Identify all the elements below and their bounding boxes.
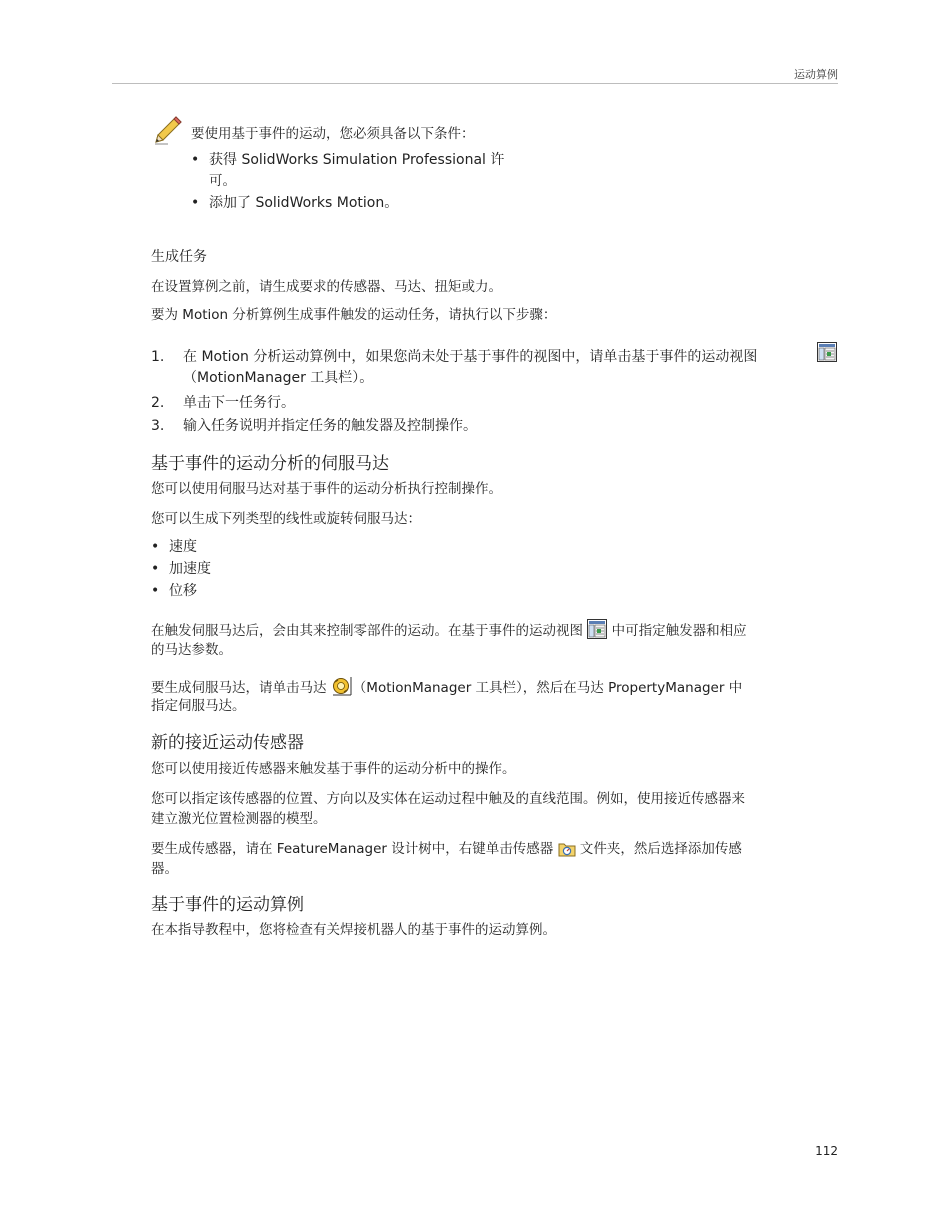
servo-heading: 基于事件的运动分析的伺服马达 xyxy=(151,454,389,474)
req1-post: 许 xyxy=(485,152,505,168)
servo-type-item xyxy=(151,559,211,579)
servo-type-label: 位移 xyxy=(169,583,197,599)
step-1-pre: 在 xyxy=(183,349,202,365)
servo-paragraph-4-continued: 指定伺服马达。 xyxy=(151,698,246,714)
servo-paragraph-3-continued: 的马达参数。 xyxy=(151,642,232,658)
step-3-text: 输入任务说明并指定任务的触发器及控制操作。 xyxy=(183,418,477,434)
servo-paragraph-1: 您可以使用伺服马达对基于事件的运动分析执行控制操作。 xyxy=(151,481,502,497)
proximity-p3-mid: 设计树中，右键单击传感器 xyxy=(387,841,558,857)
bullet-dot: • xyxy=(151,539,160,555)
proximity-paragraph-3 xyxy=(151,839,742,863)
tasks-p2-pre: 要为 xyxy=(151,307,183,323)
step-number: 2. xyxy=(151,395,165,411)
step-1 xyxy=(151,347,757,367)
proximity-p3-pre: 要生成传感器，请在 xyxy=(151,841,277,857)
servo-p4-mid: 工具栏），然后在马达 xyxy=(471,680,609,696)
proximity-paragraph-3-continued: 器。 xyxy=(151,861,178,877)
requirement-item-1 xyxy=(191,150,504,170)
req2-pre: 添加了 xyxy=(209,195,256,211)
step-1-line2-product: MotionManager xyxy=(197,370,306,386)
bullet-dot: • xyxy=(151,583,160,599)
servo-p4-post: 中 xyxy=(724,680,743,696)
proximity-heading: 新的接近运动传感器 xyxy=(151,733,304,753)
header-divider xyxy=(112,83,838,84)
req2-post: 。 xyxy=(384,195,399,211)
tasks-title: 生成任务 xyxy=(151,249,207,265)
servo-p3-post: 中可指定触发器和相应 xyxy=(607,623,747,639)
proximity-paragraph-2: 您可以指定该传感器的位置、方向以及实体在运动过程中触及的直线范围。例如，使用接近传感器来 xyxy=(151,791,745,807)
servo-paragraph-3 xyxy=(151,619,747,645)
running-header: 运动算例 xyxy=(794,68,838,81)
servo-p3-pre: 在触发伺服马达后，会由其来控制零部件的运动。在基于事件的运动视图 xyxy=(151,623,588,639)
req1-product: SolidWorks Simulation Professional xyxy=(241,152,486,168)
event-based-view-icon[interactable] xyxy=(817,342,837,362)
servo-p4-product-1: MotionManager xyxy=(366,680,472,696)
motor-icon[interactable] xyxy=(331,676,353,702)
servo-p4-paren: （ xyxy=(352,680,367,696)
proximity-p3-post: 文件夹，然后选择添加传感 xyxy=(575,841,742,857)
servo-type-item xyxy=(151,581,197,601)
step-1-post: 分析运动算例中，如果您尚未处于基于事件的视图中，请单击基于事件的运动视图 xyxy=(248,349,758,365)
tasks-p2-post: 分析算例生成事件触发的运动任务，请执行以下步骤： xyxy=(228,307,557,323)
step-number: 3. xyxy=(151,418,165,434)
tasks-paragraph-1: 在设置算例之前，请生成要求的传感器、马达、扭矩或力。 xyxy=(151,279,502,295)
study-heading: 基于事件的运动算例 xyxy=(151,895,304,915)
servo-p4-pre: 要生成伺服马达，请单击马达 xyxy=(151,680,331,696)
step-2-text: 单击下一任务行。 xyxy=(183,395,295,411)
step-3 xyxy=(151,416,477,436)
proximity-p3-product: FeatureManager xyxy=(276,841,387,857)
step-1-product: Motion xyxy=(201,349,249,365)
tasks-p2-product: Motion xyxy=(182,307,229,323)
servo-type-item xyxy=(151,537,197,557)
req1-pre: 获得 xyxy=(209,152,242,168)
step-1-line2-post: 工具栏）。 xyxy=(305,370,374,386)
event-based-view-icon[interactable] xyxy=(587,619,607,645)
servo-p4-product-2: PropertyManager xyxy=(608,680,725,696)
step-1-continued xyxy=(183,368,373,388)
servo-type-label: 速度 xyxy=(169,539,197,555)
servo-paragraph-2: 您可以生成下列类型的线性或旋转伺服马达： xyxy=(151,511,421,527)
bullet-dot: • xyxy=(151,561,160,577)
step-2 xyxy=(151,393,295,413)
page-number: 112 xyxy=(815,1144,838,1158)
study-paragraph-1: 在本指导教程中，您将检查有关焊接机器人的基于事件的运动算例。 xyxy=(151,922,556,938)
proximity-paragraph-1: 您可以使用接近传感器来触发基于事件的运动分析中的操作。 xyxy=(151,761,516,777)
note-intro: 要使用基于事件的运动，您必须具备以下条件： xyxy=(191,126,475,142)
bullet-dot: • xyxy=(191,152,200,168)
requirement-item-1-continued: 可。 xyxy=(209,173,236,189)
proximity-paragraph-2-continued: 建立激光位置检测器的模型。 xyxy=(151,811,327,827)
tasks-paragraph-2 xyxy=(151,305,556,325)
step-1-line2-pre: （ xyxy=(183,370,197,386)
req2-product: SolidWorks Motion xyxy=(255,195,385,211)
sensor-folder-icon[interactable] xyxy=(558,841,576,863)
bullet-dot: • xyxy=(191,195,200,211)
servo-type-label: 加速度 xyxy=(169,561,211,577)
note-pencil-icon xyxy=(152,114,184,146)
step-number: 1. xyxy=(151,349,165,365)
requirement-item-2 xyxy=(191,193,398,213)
